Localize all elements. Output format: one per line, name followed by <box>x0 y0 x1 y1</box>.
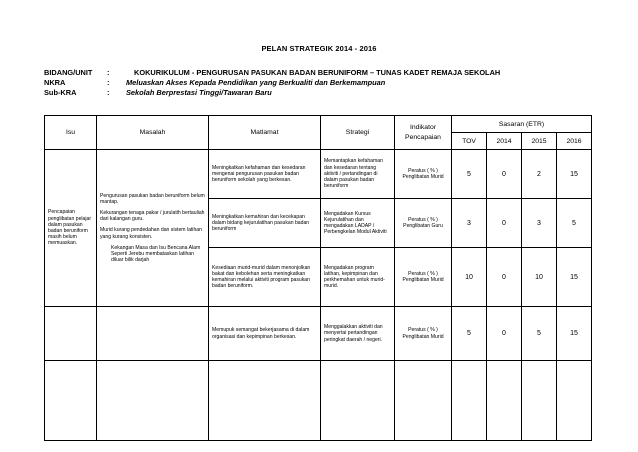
masalah-item: Kekangan Masa dan Isu Bencana Alam Seperti Jerebu membataskan latihan diluar bilik darjah <box>111 244 201 264</box>
header-indikator: Indikator Pencapaian <box>395 116 452 150</box>
matlamat-cell: Kesediaan murid-murid dalam menonjolkan bakat dan kebolehan serta meningkatkan kemahiran melalui aktiviti program pasukan badan beruniform. <box>209 248 321 307</box>
meta-value: Meluaskan Akses Kepada Pendidikan yang Berkualiti dan Berkemampuan <box>126 78 386 87</box>
masalah-item: Pengurusan pasukan badan beruniform belum mantap. <box>100 192 205 205</box>
header-year-2015: 2015 <box>522 133 557 150</box>
header-year-tov: TOV <box>452 133 487 150</box>
value-tov: 10 <box>452 248 487 307</box>
indikator-cell: Peratus ( % ) Penglibatan Guru <box>395 199 452 248</box>
masalah-item: Murid kurang pendedahan dan sistem latihan yang kurang konsisten. <box>100 227 202 240</box>
value-2015: 2 <box>522 150 557 199</box>
strategi-cell: Mengadakan Kursus Kejurulatihan dan mengadakan LADAP / Perbengkelan Modul Aktiviti <box>321 199 395 248</box>
meta-key: NKRA <box>44 78 66 87</box>
header-year-2016: 2016 <box>557 133 592 150</box>
matlamat-cell: Meningkatkan kefahaman dan kesedaran mengenai pengurusan pasukan badan beruniform sekolah yang berkesan. <box>209 150 321 199</box>
value-2014: 0 <box>487 248 522 307</box>
masalah-item: Kekurangan tenaga pakar / jurulatih bertauliah dari kalangan guru. <box>100 209 205 223</box>
value-tov: 3 <box>452 199 487 248</box>
value-2014: 0 <box>487 150 522 199</box>
meta-colon: : <box>107 88 110 97</box>
meta-colon: : <box>107 78 110 87</box>
indikator-cell: Peratus ( % ) Penglibatan Murid <box>395 248 452 307</box>
value-2016: 5 <box>557 199 592 248</box>
meta-colon: : <box>107 68 110 77</box>
isu-cell-empty <box>45 307 97 361</box>
indikator-cell: Peratus ( % ) Penglibatan Murid <box>395 150 452 199</box>
table-row <box>45 307 592 361</box>
header-isu: Isu <box>45 116 97 150</box>
value-tov: 5 <box>452 150 487 199</box>
value-2015: 5 <box>522 307 557 361</box>
value-2016: 15 <box>557 307 592 361</box>
matlamat-cell: Memupuk semangat bekerjasama di dalam organisasi dan kepimpinan berkesan. <box>209 307 321 361</box>
table-row-empty <box>45 361 592 441</box>
header-year-2014: 2014 <box>487 133 522 150</box>
value-2016: 15 <box>557 150 592 199</box>
masalah-cell <box>97 150 209 307</box>
value-tov: 5 <box>452 307 487 361</box>
table-row <box>45 150 592 199</box>
strategi-cell: Menggalakkan aktiviti dan menyertai pertandingan peringkat daerah / negeri. <box>321 307 395 361</box>
strategi-cell: Memantapkan kefahaman dan kesedaran tentang aktiviti / pertandingan di dalam pasukan badan beruniform <box>321 150 395 199</box>
indikator-cell: Peratus ( % ) Penglibatan Murid <box>395 307 452 361</box>
matlamat-cell: Meningkatkan kemahiran dan kecekapan dalam bidang kejurulatihan pasukan badan beruniform <box>209 199 321 248</box>
meta-key: Sub-KRA <box>44 88 77 97</box>
strategic-plan-table <box>44 115 592 441</box>
value-2016: 15 <box>557 248 592 307</box>
masalah-cell-empty <box>97 307 209 361</box>
meta-key: BIDANG/UNIT <box>44 68 93 77</box>
meta-value: Sekolah Berprestasi Tinggi/Tawaran Baru <box>126 88 272 97</box>
value-2015: 3 <box>522 199 557 248</box>
strategi-cell: Mengadakan program latihan, kepimpinan dan perkhemahan untuk murid-murid. <box>321 248 395 307</box>
header-masalah: Masalah <box>97 116 209 150</box>
header-strategi: Strategi <box>321 116 395 150</box>
value-2014: 0 <box>487 199 522 248</box>
header-matlamat: Matlamat <box>209 116 321 150</box>
value-2014: 0 <box>487 307 522 361</box>
meta-value: KOKURIKULUM - PENGURUSAN PASUKAN BADAN BERUNIFORM – TUNAS KADET REMAJA SEKOLAH <box>134 68 501 77</box>
page-title: PELAN STRATEGIK 2014 - 2016 <box>261 44 377 53</box>
isu-cell: Pencapaian penglibatan pelajar dalam pasukan badan beruniform masih belum memuaskan. <box>45 150 97 307</box>
value-2015: 10 <box>522 248 557 307</box>
header-sasaran: Sasaran (ETR) <box>452 116 592 133</box>
